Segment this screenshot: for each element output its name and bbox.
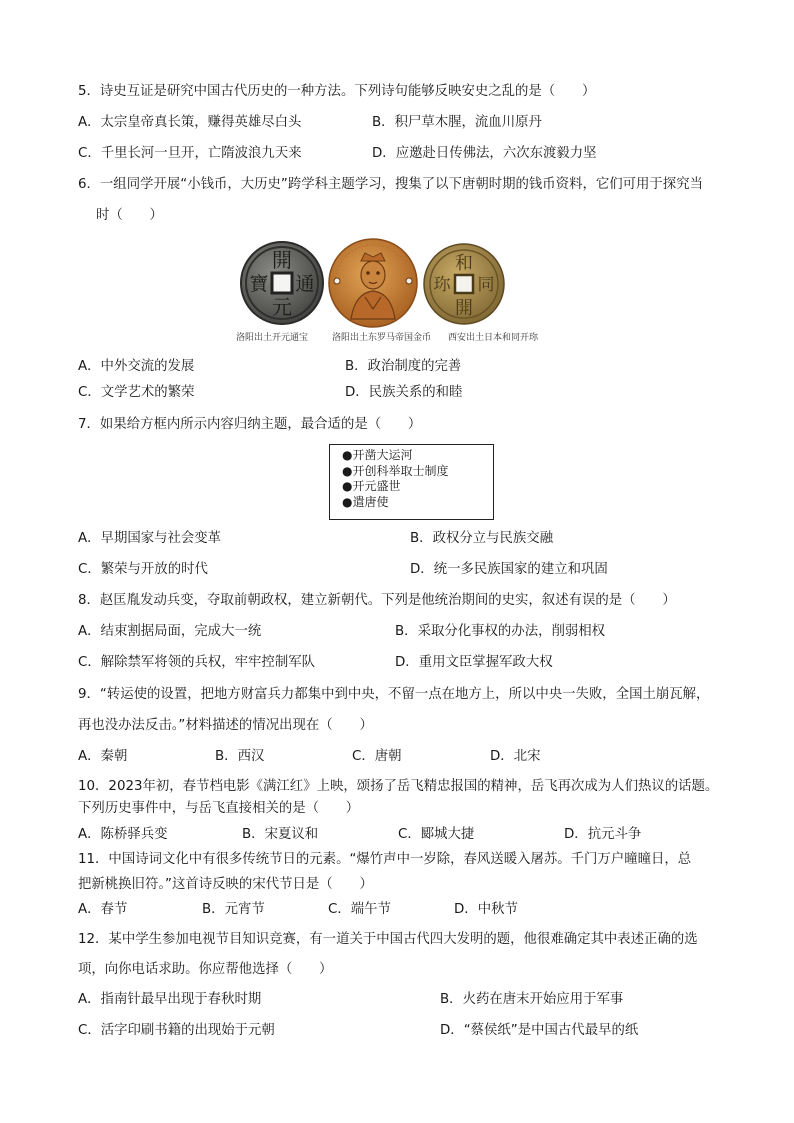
q7-option-c: C．繁荣与开放的时代 [78, 562, 208, 577]
coin1-char-top: 開 [272, 248, 292, 272]
q10-option-c: C．郾城大捷 [398, 827, 475, 842]
q11-stem-cont: 把新桃换旧符。”这首诗反映的宋代节日是（ ） [78, 877, 373, 892]
q6-option-a: A．中外交流的发展 [78, 359, 195, 374]
q7-box-item: ●遣唐使 [342, 494, 389, 509]
q6-option-c: C．文学艺术的繁荣 [78, 385, 195, 400]
q10-stem: 10．2023年初，春节档电影《满江红》上映，颂扬了岳飞精忠报国的精神，岳飞再次成为人们热议的话题。 [78, 779, 719, 794]
q10-option-d: D．抗元斗争 [564, 827, 642, 842]
q12-option-b: B．火药在唐末开始应用于军事 [440, 992, 624, 1007]
q7-content-box [329, 444, 494, 520]
q12-option-a: A．指南针最早出现于春秋时期 [78, 992, 262, 1007]
q6-stem: 6．一组同学开展“小钱币，大历史”跨学科主题学习，搜集了以下唐朝时期的钱币资料，它们可用于探究当 [78, 177, 703, 192]
q5-option-a: A．太宗皇帝真长策，赚得英雄尽白头 [78, 115, 302, 130]
q9-stem-cont: 再也没办法反击。”材料描述的情况出现在（ ） [78, 718, 373, 733]
q7-option-b: B．政权分立与民族交融 [410, 531, 554, 546]
q10-option-a: A．陈桥驿兵变 [78, 827, 168, 842]
wado-kaichin-coin [422, 242, 506, 326]
coin3-char-bottom: 開 [455, 298, 473, 319]
q9-option-a: A．秦朝 [78, 749, 128, 764]
q8-option-a: A．结束割据局面，完成大一统 [78, 624, 262, 639]
q9-option-c: C．唐朝 [352, 749, 402, 764]
q11-option-a: A．春节 [78, 902, 128, 917]
q8-option-b: B．采取分化事权的办法，削弱相权 [395, 624, 606, 639]
q7-stem: 7．如果给方框内所示内容归纳主题，最合适的是（ ） [78, 417, 422, 432]
coin3-caption: 西安出土日本和同开珎 [448, 333, 539, 343]
q7-box-item: ●开创科举取士制度 [342, 463, 449, 478]
q12-option-d: D．“蔡侯纸”是中国古代最早的纸 [440, 1023, 639, 1038]
q11-stem: 11．中国诗词文化中有很多传统节日的元素。“爆竹声中一岁除，春风送暖入屠苏。千门万户曈曈日，总 [78, 852, 692, 867]
q5-stem: 5．诗史互证是研究中国古代历史的一种方法。下列诗句能够反映安史之乱的是（ ） [78, 84, 596, 99]
q10-option-b: B．宋夏议和 [242, 827, 319, 842]
q5-option-c: C．千里长河一旦开，亡隋波浪九天来 [78, 146, 302, 161]
coin3-char-right: 同 [477, 275, 495, 295]
coin2-caption: 洛阳出土东罗马帝国金币 [332, 333, 432, 343]
q7-option-a: A．早期国家与社会变革 [78, 531, 222, 546]
byzantine-gold-coin [327, 237, 419, 329]
coin1-char-left: 寶 [249, 273, 269, 295]
coin3-char-top: 和 [455, 253, 473, 274]
q6-stem-cont: 时（ ） [96, 208, 163, 223]
q11-option-d: D．中秋节 [454, 902, 518, 917]
q5-option-b: B．积尸草木腥，流血川原丹 [372, 115, 542, 130]
q5-option-d: D．应邀赴日传佛法，六次东渡毅力坚 [372, 146, 597, 161]
q6-option-d: D．民族关系的和睦 [345, 385, 463, 400]
q11-option-b: B．元宵节 [202, 902, 265, 917]
q7-option-d: D．统一多民族国家的建立和巩固 [410, 562, 608, 577]
q12-option-c: C．活字印刷书籍的出现始于元朝 [78, 1023, 275, 1038]
q8-option-d: D．重用文臣掌握军政大权 [395, 655, 553, 670]
q7-box-item: ●开凿大运河 [342, 448, 413, 462]
q7-box-item: ●开元盛世 [342, 479, 401, 493]
kaiyuan-tongbao-coin [239, 240, 325, 326]
q11-option-c: C．端午节 [328, 902, 391, 917]
coin1-caption: 洛阳出土开元通宝 [236, 333, 309, 343]
q9-option-b: B．西汉 [215, 749, 265, 764]
q12-stem: 12．某中学生参加电视节目知识竞赛，有一道关于中国古代四大发明的题，他很难确定其中表述正确的选 [78, 932, 698, 947]
q6-option-b: B．政治制度的完善 [345, 359, 462, 374]
coin3-char-left: 珎 [433, 275, 451, 295]
q8-stem: 8．赵匡胤发动兵变，夺取前朝政权，建立新朝代。下列是他统治期间的史实，叙述有误的是（ ） [78, 593, 676, 608]
q8-option-c: C．解除禁军将领的兵权，牢牢控制军队 [78, 655, 315, 670]
coin1-char-right: 通 [295, 273, 315, 295]
coin1-char-bottom: 元 [272, 295, 292, 319]
q9-option-d: D．北宋 [490, 749, 541, 764]
q9-stem: 9．“转运使的设置，把地方财富兵力都集中到中央，不留一点在地方上，所以中央一失败，全国土崩瓦解， [78, 687, 710, 702]
q10-stem-cont: 下列历史事件中，与岳飞直接相关的是（ ） [78, 801, 360, 816]
q12-stem-cont: 项，向你电话求助。你应帮他选择（ ） [78, 962, 333, 977]
